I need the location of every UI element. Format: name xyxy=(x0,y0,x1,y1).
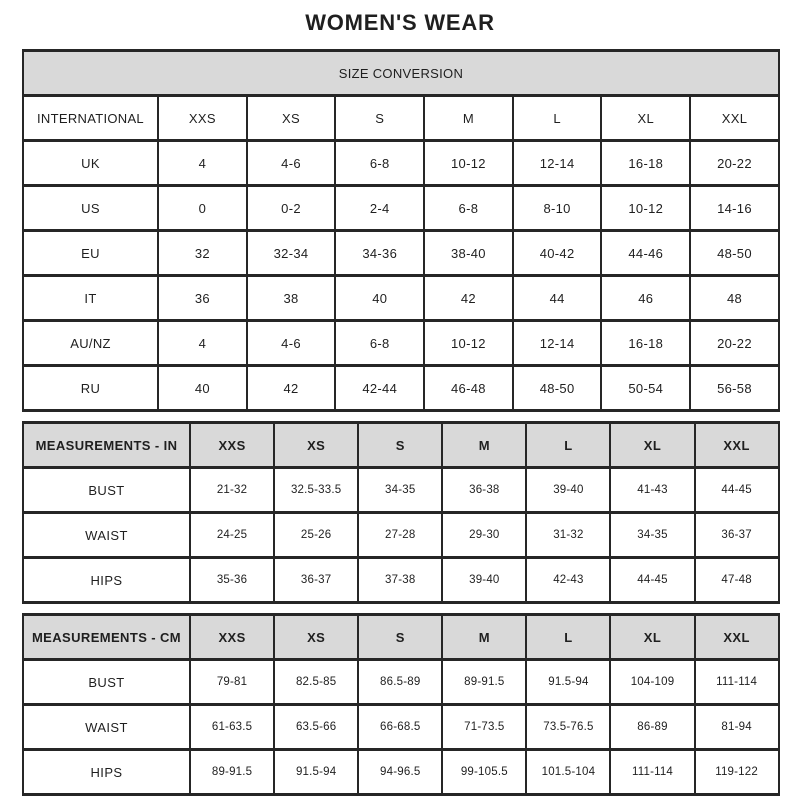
table-gap xyxy=(22,412,778,421)
size-conversion-table xyxy=(22,49,780,412)
table-row xyxy=(23,276,779,321)
table-cell: 0 xyxy=(158,186,247,231)
table-gap xyxy=(22,604,778,613)
table-cell: 86.5-89 xyxy=(358,660,442,705)
row-label: US xyxy=(23,186,158,231)
row-label: HIPS xyxy=(23,750,190,795)
table-cell: 50-54 xyxy=(601,366,690,411)
column-header-xxl: XXL xyxy=(690,96,779,141)
table-cell: 40-42 xyxy=(513,231,602,276)
table-cell: 42-44 xyxy=(335,366,424,411)
section-title-row xyxy=(23,51,779,96)
table-cell: 48-50 xyxy=(690,231,779,276)
table-cell: 25-26 xyxy=(274,513,358,558)
measurements-cm-table xyxy=(22,613,780,796)
row-label: EU xyxy=(23,231,158,276)
column-header-xxs: XXS xyxy=(190,423,274,468)
table-cell: 34-35 xyxy=(610,513,694,558)
table-row xyxy=(23,141,779,186)
table-cell: 73.5-76.5 xyxy=(526,705,610,750)
table-cell: 61-63.5 xyxy=(190,705,274,750)
table-cell: 101.5-104 xyxy=(526,750,610,795)
table-cell: 42 xyxy=(424,276,513,321)
table-cell: 47-48 xyxy=(695,558,779,603)
table-cell: 6-8 xyxy=(335,321,424,366)
table-cell: 48 xyxy=(690,276,779,321)
table-cell: 44-46 xyxy=(601,231,690,276)
table-cell: 36-38 xyxy=(442,468,526,513)
table-row xyxy=(23,513,779,558)
row-label: IT xyxy=(23,276,158,321)
table-cell: 44-45 xyxy=(610,558,694,603)
table-cell: 10-12 xyxy=(601,186,690,231)
table-cell: 6-8 xyxy=(424,186,513,231)
column-header-xxs: XXS xyxy=(190,615,274,660)
table-cell: 27-28 xyxy=(358,513,442,558)
table-cell: 56-58 xyxy=(690,366,779,411)
table-cell: 38 xyxy=(247,276,336,321)
table-cell: 99-105.5 xyxy=(442,750,526,795)
table-cell: 35-36 xyxy=(190,558,274,603)
column-header-row xyxy=(23,423,779,468)
table-cell: 111-114 xyxy=(695,660,779,705)
table-cell: 38-40 xyxy=(424,231,513,276)
table-row xyxy=(23,468,779,513)
table-cell: 89-91.5 xyxy=(442,660,526,705)
column-header-m: M xyxy=(442,615,526,660)
table-cell: 4 xyxy=(158,321,247,366)
table-cell: 71-73.5 xyxy=(442,705,526,750)
row-label: RU xyxy=(23,366,158,411)
table-cell: 86-89 xyxy=(610,705,694,750)
table-cell: 36 xyxy=(158,276,247,321)
table-cell: 32-34 xyxy=(247,231,336,276)
table-cell: 79-81 xyxy=(190,660,274,705)
table-cell: 48-50 xyxy=(513,366,602,411)
row-label: UK xyxy=(23,141,158,186)
table-cell: 119-122 xyxy=(695,750,779,795)
row-label: AU/NZ xyxy=(23,321,158,366)
size-conversion-section-title: SIZE CONVERSION xyxy=(23,51,779,96)
table-cell: 104-109 xyxy=(610,660,694,705)
column-header-xl: XL xyxy=(601,96,690,141)
table-cell: 8-10 xyxy=(513,186,602,231)
table-row xyxy=(23,186,779,231)
column-header-s: S xyxy=(358,615,442,660)
table-cell: 94-96.5 xyxy=(358,750,442,795)
column-header-m: M xyxy=(424,96,513,141)
table-cell: 4-6 xyxy=(247,141,336,186)
table-row xyxy=(23,750,779,795)
table-cell: 44-45 xyxy=(695,468,779,513)
table-cell: 2-4 xyxy=(335,186,424,231)
table-cell: 10-12 xyxy=(424,141,513,186)
table-cell: 39-40 xyxy=(442,558,526,603)
column-header-s: S xyxy=(335,96,424,141)
column-header-xs: XS xyxy=(247,96,336,141)
row-label: BUST xyxy=(23,468,190,513)
column-header-xl: XL xyxy=(610,423,694,468)
table-cell: 82.5-85 xyxy=(274,660,358,705)
table-cell: 36-37 xyxy=(274,558,358,603)
table-cell: 34-35 xyxy=(358,468,442,513)
table-cell: 42-43 xyxy=(526,558,610,603)
table-cell: 20-22 xyxy=(690,321,779,366)
table-cell: 6-8 xyxy=(335,141,424,186)
column-header-l: L xyxy=(526,423,610,468)
column-header-s: S xyxy=(358,423,442,468)
table-cell: 4-6 xyxy=(247,321,336,366)
table-cell: 34-36 xyxy=(335,231,424,276)
page-title: WOMEN'S WEAR xyxy=(305,10,495,35)
table-cell: 111-114 xyxy=(610,750,694,795)
column-header-m: M xyxy=(442,423,526,468)
column-header-xs: XS xyxy=(274,423,358,468)
table-cell: 63.5-66 xyxy=(274,705,358,750)
table-cell: 46-48 xyxy=(424,366,513,411)
table-cell: 42 xyxy=(247,366,336,411)
table-cell: 66-68.5 xyxy=(358,705,442,750)
table-cell: 37-38 xyxy=(358,558,442,603)
table-cell: 89-91.5 xyxy=(190,750,274,795)
column-header-xxl: XXL xyxy=(695,423,779,468)
column-header-row xyxy=(23,615,779,660)
table-cell: 91.5-94 xyxy=(274,750,358,795)
column-header-xxl: XXL xyxy=(695,615,779,660)
table-cell: 46 xyxy=(601,276,690,321)
table-row xyxy=(23,321,779,366)
column-header-xxs: XXS xyxy=(158,96,247,141)
table-cell: 20-22 xyxy=(690,141,779,186)
table-cell: 14-16 xyxy=(690,186,779,231)
table-cell: 32.5-33.5 xyxy=(274,468,358,513)
row-label: WAIST xyxy=(23,705,190,750)
column-header-l: L xyxy=(526,615,610,660)
table-row xyxy=(23,558,779,603)
table-cell: 24-25 xyxy=(190,513,274,558)
table-cell: 12-14 xyxy=(513,321,602,366)
table-cell: 81-94 xyxy=(695,705,779,750)
row-label: WAIST xyxy=(23,513,190,558)
table-row xyxy=(23,231,779,276)
row-label: BUST xyxy=(23,660,190,705)
column-header-l: L xyxy=(513,96,602,141)
column-header-xl: XL xyxy=(610,615,694,660)
table-cell: 39-40 xyxy=(526,468,610,513)
column-header-xs: XS xyxy=(274,615,358,660)
table-cell: 36-37 xyxy=(695,513,779,558)
table-cell: 29-30 xyxy=(442,513,526,558)
table-cell: 40 xyxy=(335,276,424,321)
table-cell: 12-14 xyxy=(513,141,602,186)
table-cell: 21-32 xyxy=(190,468,274,513)
table-row xyxy=(23,660,779,705)
table-cell: 31-32 xyxy=(526,513,610,558)
row-label: HIPS xyxy=(23,558,190,603)
table-cell: 40 xyxy=(158,366,247,411)
measurements-cm-section-title: MEASUREMENTS - CM xyxy=(23,615,190,660)
table-cell: 44 xyxy=(513,276,602,321)
table-cell: 41-43 xyxy=(610,468,694,513)
table-cell: 10-12 xyxy=(424,321,513,366)
table-row xyxy=(23,366,779,411)
measurements-in-section-title: MEASUREMENTS - IN xyxy=(23,423,190,468)
table-cell: 32 xyxy=(158,231,247,276)
measurements-in-table xyxy=(22,421,780,604)
table-cell: 0-2 xyxy=(247,186,336,231)
table-cell: 4 xyxy=(158,141,247,186)
table-cell: 16-18 xyxy=(601,321,690,366)
table-cell: 16-18 xyxy=(601,141,690,186)
table-cell: 91.5-94 xyxy=(526,660,610,705)
column-header-row xyxy=(23,96,779,141)
column-header-international: INTERNATIONAL xyxy=(23,96,158,141)
table-row xyxy=(23,705,779,750)
